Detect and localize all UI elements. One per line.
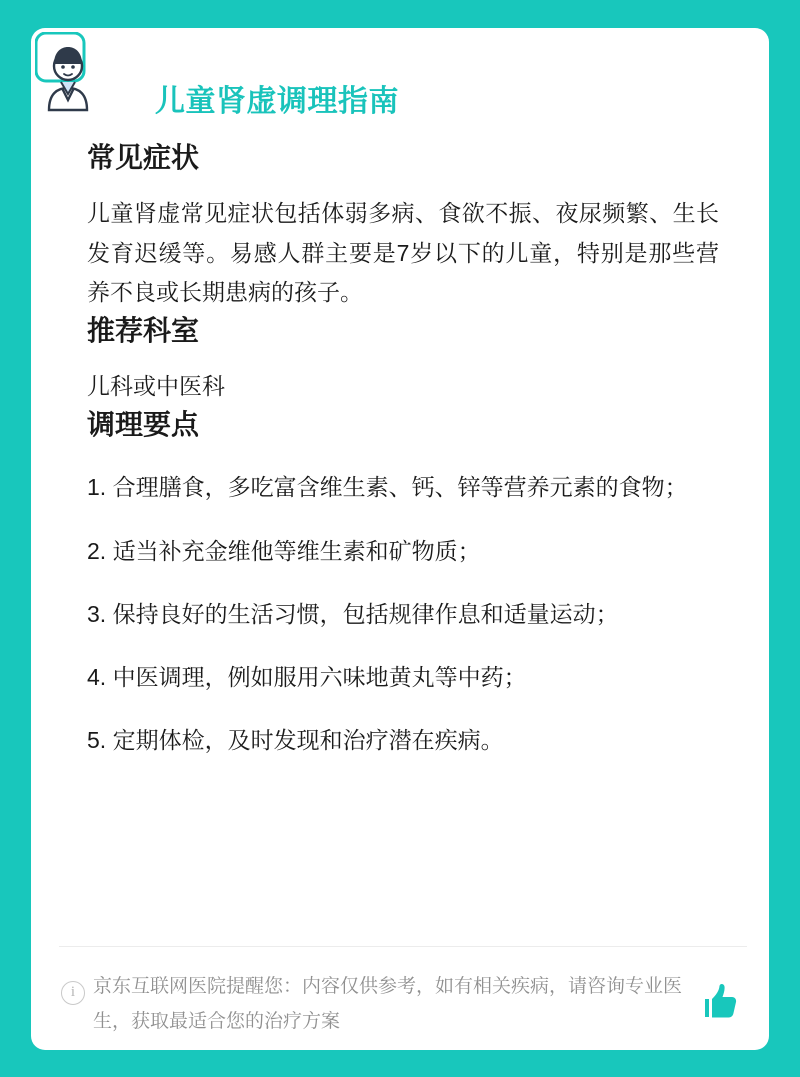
section-heading-symptoms: 常见症状: [87, 142, 200, 173]
document-body: [59, 140, 747, 760]
doctor-avatar-icon: [35, 32, 101, 116]
department-paragraph: 儿科或中医科: [87, 373, 225, 400]
section-heading-tips: 调理要点: [87, 408, 200, 440]
page-title: 儿童肾虚调理指南: [155, 85, 399, 118]
symptoms-paragraph: 儿童肾虚常见症状包括体弱多病、食欲不振、夜尿频繁、生长发育迟缓等。易感人群主要是7岁以下的儿童，特别是那些营养不良或长期患病的孩子。: [87, 200, 719, 306]
list-item: 4. 中医调理，例如服用六味地黄丸等中药；: [87, 664, 527, 691]
disclaimer-text: 京东互联网医院提醒您：内容仅供参考，如有相关疾病，请咨询专业医生，获取最适合您的治疗方案: [93, 976, 683, 1033]
list-item: 2. 适当补充金维他等维生素和矿物质；: [87, 537, 481, 564]
section-heading-department: 推荐科室: [87, 315, 200, 347]
list-item: 5. 定期体检，及时发现和治疗潜在疾病。: [87, 727, 504, 754]
content-card: [31, 28, 769, 1050]
list-item: 3. 保持良好的生活习惯，包括规律作息和适量运动；: [87, 600, 619, 627]
footer-disclaimer: [61, 963, 749, 1039]
thumbs-up-icon[interactable]: [697, 979, 743, 1025]
list-item: 1. 合理膳食，多吃富含维生素、钙、锌等营养元素的食物；: [87, 474, 688, 501]
footer-divider: [59, 946, 747, 947]
info-icon: i: [61, 981, 85, 1005]
